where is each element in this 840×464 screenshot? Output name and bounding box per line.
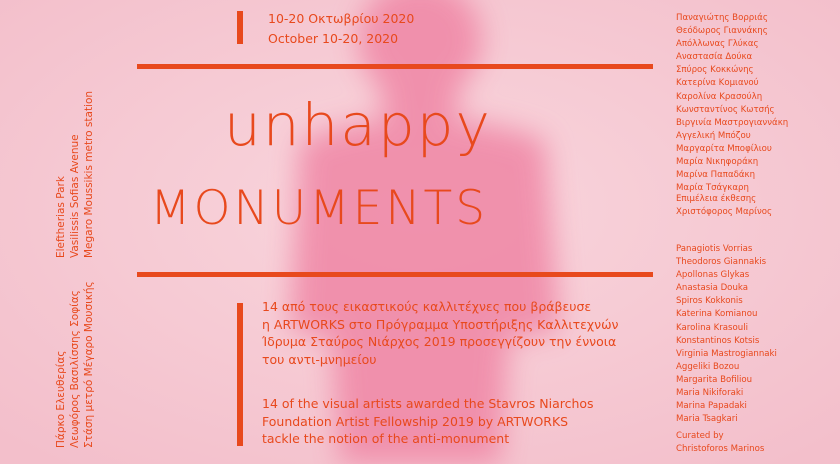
- artist-name: Μαργαρίτα Μποφίλιου: [676, 143, 772, 154]
- artist-name: Μαρίνα Παπαδάκη: [676, 170, 756, 181]
- artist-name: Μαρία Νικηφοράκη: [676, 157, 759, 168]
- artist-name: Aggeliki Bozou: [676, 361, 740, 372]
- venue-english: [54, 91, 96, 258]
- artist-name: Κωνσταντίνος Κωτσής: [676, 104, 775, 115]
- artist-name: Κατερίνα Κομιανού: [676, 78, 759, 89]
- artist-name: Αναστασία Δούκα: [676, 52, 753, 63]
- curator-greek: [676, 193, 772, 219]
- curator-label: Επιμέλεια έκθεσης: [676, 194, 757, 204]
- curator-label: Curated by: [676, 431, 724, 441]
- artist-name: Panagiotis Vorrias: [676, 244, 753, 254]
- artist-name: Θεόδωρος Γιαννάκης: [676, 26, 768, 37]
- title-line1: unhappy: [224, 91, 492, 159]
- artist-name: Konstantinos Kotsis: [676, 335, 760, 346]
- artist-name: Αγγελική Μπόζου: [676, 130, 751, 141]
- dates-bar: [237, 11, 243, 44]
- date-greek: 10-20 Οκτωβρίου 2020: [268, 11, 415, 26]
- description-greek: [262, 298, 619, 368]
- artist-name: Spiros Kokkonis: [676, 296, 743, 307]
- artist-name: Μαρία Τσάγκαρη: [676, 183, 749, 194]
- curator-name: Christoforos Marinos: [676, 444, 765, 455]
- artist-name: Katerina Komianou: [676, 309, 758, 320]
- description-english-line: tackle the notion of the anti-monument: [262, 431, 510, 446]
- artist-name: Theodoros Giannakis: [676, 257, 767, 268]
- artists-greek-list: [676, 12, 788, 195]
- artist-name: Maria Nikiforaki: [676, 388, 744, 399]
- title-rule-bottom: [137, 272, 653, 277]
- description-greek-line: του αντι-μνημείου: [262, 351, 377, 367]
- artist-name: Βιργινία Μαστρογιαννάκη: [676, 117, 789, 128]
- description-english-line: Foundation Artist Fellowship 2019 by ARTWORKS: [262, 413, 569, 429]
- artist-name: Marina Papadaki: [676, 401, 747, 412]
- venue-greek: [54, 281, 96, 448]
- artist-name: Margarita Bofiliou: [676, 374, 753, 385]
- artist-name: Σπύρος Κοκκώνης: [676, 65, 754, 76]
- description-greek-line: 14 από τους εικαστικούς καλλιτέχνες που βράβευσε: [262, 299, 592, 314]
- artist-name: Παναγιώτης Βορριάς: [676, 13, 768, 23]
- venue-greek-line: Λεωφόρος Βασιλίσσης Σοφίας: [69, 290, 81, 448]
- description-english-line: 14 of the visual artists awarded the Stavros Niarchos: [262, 396, 594, 411]
- artist-name: Καρολίνα Κρασούλη: [676, 91, 763, 102]
- date-english: October 10-20, 2020: [268, 31, 399, 46]
- artist-name: Karolina Krasouli: [676, 322, 748, 333]
- artist-name: Apollonas Glykas: [676, 270, 750, 281]
- venue-english-line: Vasilissis Sofias Avenue: [69, 134, 81, 258]
- artist-name: Απόλλωνας Γλύκας: [676, 39, 759, 50]
- curator-name: Χριστόφορος Μαρίνος: [676, 207, 773, 218]
- artist-name: Virginia Mastrogiannaki: [676, 348, 777, 359]
- title-line2: MONUMENTS: [150, 181, 489, 236]
- description-greek-line: η ARTWORKS στο Πρόγραμμα Υποστήριξης Καλλιτεχνών: [262, 316, 619, 332]
- artist-name: Anastasia Douka: [676, 283, 748, 294]
- description-english: [262, 395, 594, 448]
- description-greek-line: Ίδρυμα Σταύρος Νιάρχος 2019 προσεγγίζουν την έννοια: [262, 334, 617, 349]
- curator-english: [676, 430, 764, 456]
- artist-name: Maria Tsagkari: [676, 414, 738, 425]
- description-bar: [237, 303, 243, 446]
- venue-greek-line: Στάση μετρό Μέγαρο Μουσικής: [83, 281, 95, 448]
- venue-english-line: Megaro Moussikis metro station: [83, 90, 95, 258]
- artists-english-list: [676, 243, 777, 426]
- title-rule-top: [137, 64, 653, 69]
- venue-greek-line: Πάρκο Ελευθερίας: [55, 350, 67, 448]
- venue-english-line: Eleftherias Park: [55, 176, 67, 258]
